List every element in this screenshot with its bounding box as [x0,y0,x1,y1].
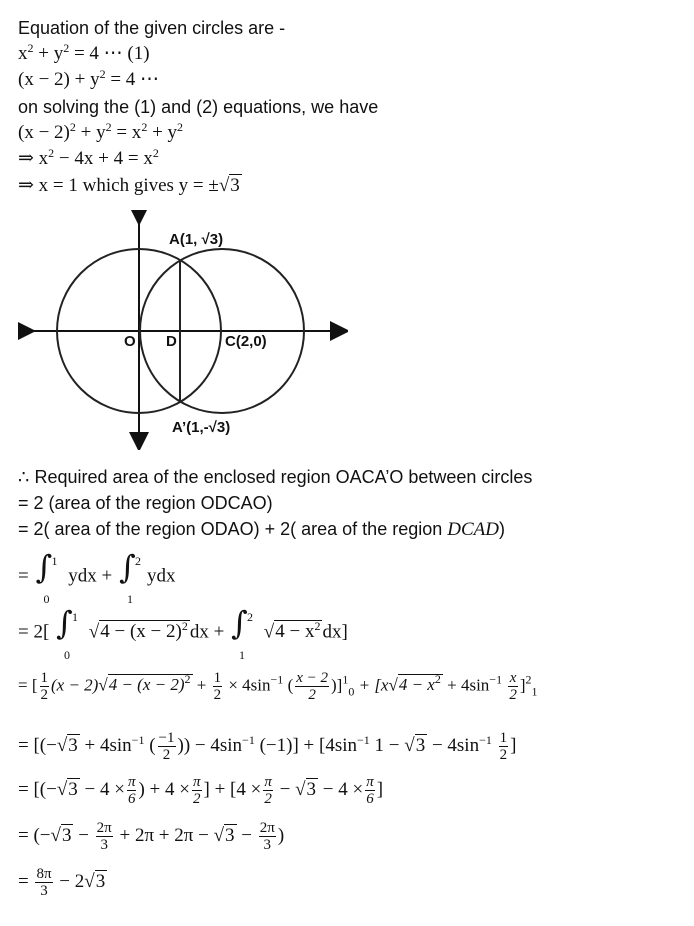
equation-circle-2: $(x - 2) + y^2 = 4$ ⋯ [18,67,160,90]
label-c: C(2,0) [225,333,267,350]
label-a-prime: A’(1,-√3) [172,419,231,436]
antiderivative-line: = [ $\frac{1}{2}$ $(x - 2)√4 - (x - 2)^2$ + $\frac{1}{2}$ × $4\sin^{-1}$ ( $\frac{x - 2}{2}$ )]$^1_0 + [x√4 - x^2 + 4\sin^{-1}$ $\frac{x}{2}$ ]$^2_1$ [18,670,538,703]
label-a: A(1, √3) [169,231,224,248]
solution-line-1: ∴ Required area of the enclosed region OACA’O between circles [18,467,533,487]
integral-sign: ∫ 1 0 [35,548,58,606]
evaluation-line-3: = (−√3 − $\frac{2\pi}{3}$ + 2π + 2π − √3 − $\frac{2\pi}{3}$ ) [18,820,285,853]
equation-circle-1: $x^2 + y^2 = 4$ ⋯ (1) [18,41,150,64]
integral-line-2: = 2[ ∫ 1 0 $√4 - (x - 2)^2$ dx + ∫ 2 1 $√4 - x^2$ dx] [18,604,348,662]
equation-solve-2: ⇒ $x^2 - 4x + 4 = x^2$ [18,146,159,169]
integral-sign: ∫ 1 0 [56,604,79,662]
final-answer: = $\frac{8\pi}{3}$ − 2√3 [18,866,106,899]
integral-sign: ∫ 2 1 [118,548,141,606]
circles-diagram [18,210,348,450]
evaluation-line-1: = [($-√3 + 4\sin^{-1}$ ( $\frac{-1}{2}$ )) − $4\sin^{-1}$ $(-1)] + [4\sin^{-1}$ $1 - √3 - 4\sin^{-1}$ $\frac{1}{2}$ ] [18,730,517,763]
equation-solve-1: $(x - 2)^2 + y^2 = x^2 + y^2$ [18,120,184,143]
label-o: O [124,333,136,350]
evaluation-line-2: = [(−√3 − 4 × $\frac{\pi}{6}$ ) + 4 × $\frac{\pi}{2}$ ] + [4 × $\frac{\pi}{2}$ − √3 − 4 × $\frac{\pi}{6}$ ] [18,774,384,807]
label-d: D [166,333,177,350]
solution-line-2: = 2 (area of the region ODCAO) [18,493,273,513]
integral-line-1: = ∫ 1 0 ydx + ∫ 2 1 ydx [18,548,176,606]
equation-solve-3: ⇒ x = 1 which gives y = ±√3 [18,175,240,196]
solution-line-3: = 2( area of the region ODAO) + 2( area of the region DCAD) [18,519,505,540]
intro-line-4: on solving the (1) and (2) equations, we have [18,97,379,117]
intro-line-1: Equation of the given circles are - [18,18,286,38]
integral-sign: ∫ 2 1 [231,604,254,662]
